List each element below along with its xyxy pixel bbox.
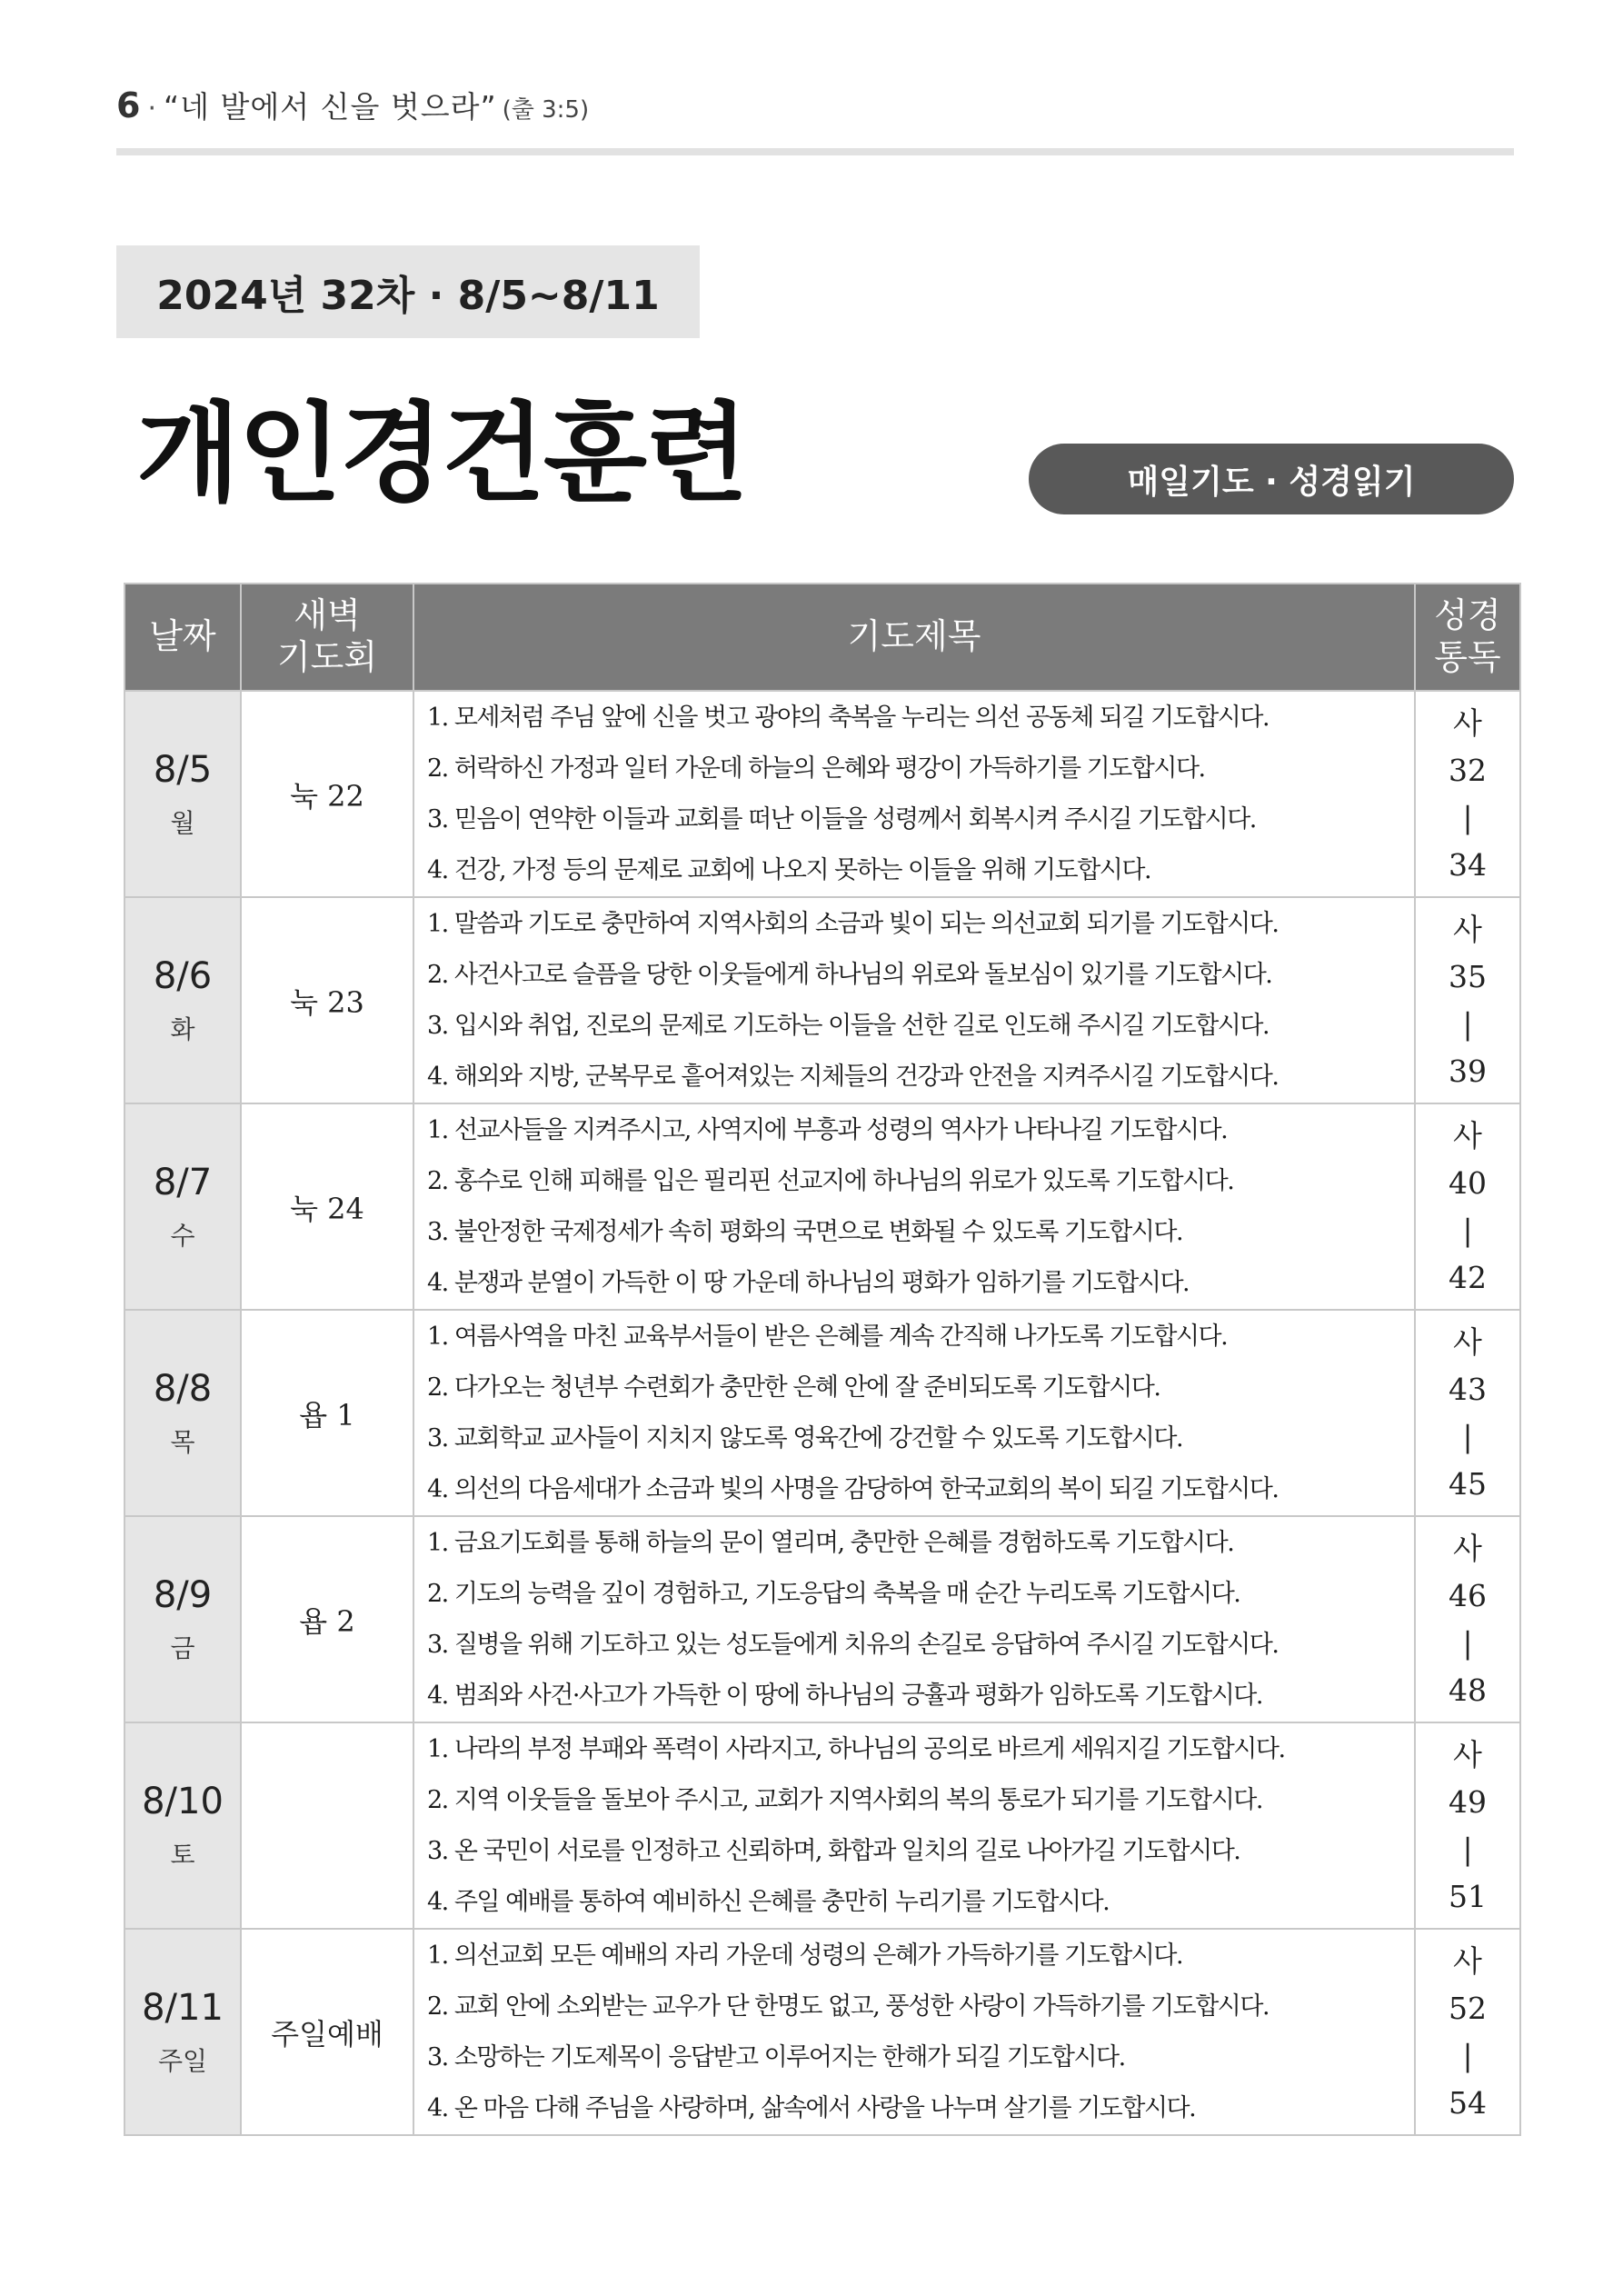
reading-from: 43 xyxy=(1449,1371,1487,1407)
date-cell xyxy=(124,1516,241,1722)
table-header-row xyxy=(124,584,1520,691)
reading-dash: | xyxy=(1462,1418,1473,1454)
early-prayer-cell xyxy=(241,1722,413,1929)
table-row xyxy=(124,897,1520,1103)
prayer-item: 2. 허락하신 가정과 일터 가운데 하늘의 은혜와 평강이 가득하기를 기도합시다. xyxy=(427,754,1205,783)
weekday-label: 금 xyxy=(170,1632,195,1663)
column-header-bible-reading: 성경 통독 xyxy=(1415,584,1520,691)
date-value: 8/9 xyxy=(153,1573,213,1616)
date-cell xyxy=(124,897,241,1103)
table-row xyxy=(124,1929,1520,2135)
reading-dash: | xyxy=(1462,1831,1473,1867)
category-badge: 매일기도 · 성경읽기 xyxy=(1029,444,1514,514)
reading-book: 사 xyxy=(1453,704,1482,741)
column-header-early-prayer: 새벽 기도회 xyxy=(241,584,413,691)
prayer-topics-cell xyxy=(413,1722,1415,1929)
weekday-label: 화 xyxy=(170,1013,195,1044)
reading-to: 54 xyxy=(1449,2084,1487,2121)
prayer-item: 1. 금요기도회를 통해 하늘의 문이 열리며, 충만한 은혜를 경험하도록 기도합시다. xyxy=(427,1528,1234,1557)
prayer-item: 2. 다가오는 청년부 수련회가 충만한 은혜 안에 잘 준비되도록 기도합시다. xyxy=(427,1373,1160,1402)
prayer-item: 2. 홍수로 인해 피해를 입은 필리핀 선교지에 하나님의 위로가 있도록 기도합시다. xyxy=(427,1166,1234,1195)
prayer-item: 2. 사건사고로 슬픔을 당한 이웃들에게 하나님의 위로와 돌보심이 있기를 기도합시다. xyxy=(427,960,1272,989)
prayer-topics-cell xyxy=(413,691,1415,897)
table-row xyxy=(124,1722,1520,1929)
early-prayer-cell: 욥 1 xyxy=(241,1310,413,1516)
reading-to: 39 xyxy=(1449,1053,1487,1089)
reading-from: 32 xyxy=(1449,752,1487,788)
prayer-item: 1. 말씀과 기도로 충만하여 지역사회의 소금과 빛이 되는 의선교회 되기를 기도합시다. xyxy=(427,909,1279,938)
reading-to: 42 xyxy=(1449,1259,1487,1295)
page-number: 6 xyxy=(116,85,141,125)
header-separator: · xyxy=(147,93,156,125)
prayer-item: 3. 온 국민이 서로를 인정하고 신뢰하며, 화합과 일치의 길로 나아가길 기도합시다. xyxy=(427,1836,1240,1865)
reading-from: 49 xyxy=(1449,1783,1487,1820)
date-cell xyxy=(124,691,241,897)
reading-to: 48 xyxy=(1449,1672,1487,1708)
prayer-item: 1. 나라의 부정 부패와 폭력이 사라지고, 하나님의 공의로 바르게 세워지길 기도합시다. xyxy=(427,1734,1285,1763)
prayer-item: 3. 불안정한 국제정세가 속히 평화의 국면으로 변화될 수 있도록 기도합시다. xyxy=(427,1217,1183,1246)
early-prayer-cell: 욥 2 xyxy=(241,1516,413,1722)
reading-dash: | xyxy=(1462,1624,1473,1661)
header-verse: “네 발에서 신을 벗으라” xyxy=(164,89,497,125)
prayer-item: 4. 해외와 지방, 군복무로 흩어져있는 지체들의 건강과 안전을 지켜주시길 기도합시다. xyxy=(427,1062,1279,1091)
reading-to: 51 xyxy=(1449,1878,1487,1914)
table-row xyxy=(124,1103,1520,1310)
reading-from: 40 xyxy=(1449,1164,1487,1201)
early-prayer-cell: 주일예배 xyxy=(241,1929,413,2135)
prayer-item: 2. 기도의 능력을 깊이 경험하고, 기도응답의 축복을 매 순간 누리도록 기도합시다. xyxy=(427,1579,1240,1608)
weekday-label: 주일 xyxy=(157,2045,208,2076)
page-title: 개인경건훈련 xyxy=(136,391,747,516)
early-prayer-cell: 눅 24 xyxy=(241,1103,413,1310)
weekday-label: 목 xyxy=(170,1426,195,1457)
prayer-item: 4. 의선의 다음세대가 소금과 빛의 사명을 감당하여 한국교회의 복이 되길 기도합시다. xyxy=(427,1474,1279,1503)
weekday-label: 수 xyxy=(170,1220,195,1251)
column-header-date: 날짜 xyxy=(124,584,241,691)
prayer-item: 4. 분쟁과 분열이 가득한 이 땅 가운데 하나님의 평화가 임하기를 기도합시다. xyxy=(427,1268,1190,1297)
reading-dash: | xyxy=(1462,799,1473,835)
prayer-item: 1. 의선교회 모든 예배의 자리 가운데 성령의 은혜가 가득하기를 기도합시다. xyxy=(427,1941,1183,1970)
bible-reading-cell xyxy=(1415,1722,1520,1929)
bible-reading-cell xyxy=(1415,1103,1520,1310)
prayer-schedule-table xyxy=(124,583,1521,2136)
prayer-item: 1. 선교사들을 지켜주시고, 사역지에 부흥과 성령의 역사가 나타나길 기도합시다. xyxy=(427,1115,1228,1144)
prayer-item: 3. 믿음이 연약한 이들과 교회를 떠난 이들을 성령께서 회복시켜 주시길 기도합시다. xyxy=(427,804,1256,834)
date-cell xyxy=(124,1310,241,1516)
reading-to: 34 xyxy=(1449,846,1487,883)
prayer-item: 3. 교회학교 교사들이 지치지 않도록 영육간에 강건할 수 있도록 기도합시다. xyxy=(427,1423,1183,1452)
reading-dash: | xyxy=(1462,1212,1473,1248)
column-header-prayer-topics: 기도제목 xyxy=(413,584,1415,691)
reading-dash: | xyxy=(1462,1005,1473,1042)
early-prayer-cell: 눅 22 xyxy=(241,691,413,897)
header-verse-ref: (출 3:5) xyxy=(502,96,590,124)
date-value: 8/11 xyxy=(142,1986,224,2029)
bible-reading-cell xyxy=(1415,1310,1520,1516)
reading-book: 사 xyxy=(1453,911,1482,947)
reading-from: 46 xyxy=(1449,1577,1487,1613)
reading-book: 사 xyxy=(1453,1117,1482,1153)
prayer-item: 1. 모세처럼 주님 앞에 신을 벗고 광야의 축복을 누리는 의선 공동체 되길 기도합시다. xyxy=(427,703,1270,732)
prayer-topics-cell xyxy=(413,1310,1415,1516)
table-row xyxy=(124,1310,1520,1516)
prayer-item: 4. 주일 예배를 통하여 예비하신 은혜를 충만히 누리기를 기도합시다. xyxy=(427,1887,1110,1916)
table-row xyxy=(124,1516,1520,1722)
prayer-item: 3. 입시와 취업, 진로의 문제로 기도하는 이들을 선한 길로 인도해 주시길 기도합시다. xyxy=(427,1011,1270,1040)
weekday-label: 토 xyxy=(170,1839,195,1870)
reading-from: 35 xyxy=(1449,958,1487,994)
reading-book: 사 xyxy=(1453,1530,1482,1566)
prayer-item: 3. 소망하는 기도제목이 응답받고 이루어지는 한해가 되길 기도합시다. xyxy=(427,2042,1125,2071)
prayer-item: 4. 온 마음 다해 주님을 사랑하며, 삶속에서 사랑을 나누며 살기를 기도합시다. xyxy=(427,2093,1196,2122)
table-row xyxy=(124,691,1520,897)
date-value: 8/5 xyxy=(153,748,213,791)
prayer-item: 4. 건강, 가정 등의 문제로 교회에 나오지 못하는 이들을 위해 기도합시다. xyxy=(427,855,1151,884)
reading-to: 45 xyxy=(1449,1465,1487,1502)
reading-book: 사 xyxy=(1453,1942,1482,1979)
prayer-item: 3. 질병을 위해 기도하고 있는 성도들에게 치유의 손길로 응답하여 주시길 기도합시다. xyxy=(427,1630,1279,1659)
reading-dash: | xyxy=(1462,2037,1473,2073)
bible-reading-cell xyxy=(1415,1929,1520,2135)
prayer-topics-cell xyxy=(413,1929,1415,2135)
date-cell xyxy=(124,1103,241,1310)
date-value: 8/7 xyxy=(153,1161,213,1203)
page-header xyxy=(116,84,589,126)
bible-reading-cell xyxy=(1415,897,1520,1103)
prayer-topics-cell xyxy=(413,897,1415,1103)
weekday-label: 월 xyxy=(170,807,195,838)
reading-from: 52 xyxy=(1449,1990,1487,2026)
header-rule xyxy=(116,148,1514,155)
date-cell xyxy=(124,1722,241,1929)
date-cell xyxy=(124,1929,241,2135)
bible-reading-cell xyxy=(1415,1516,1520,1722)
early-prayer-cell: 눅 23 xyxy=(241,897,413,1103)
date-value: 8/10 xyxy=(142,1780,224,1822)
prayer-item: 4. 범죄와 사건·사고가 가득한 이 땅에 하나님의 긍휼과 평화가 임하도록 기도합시다. xyxy=(427,1681,1262,1710)
date-value: 8/8 xyxy=(153,1367,213,1410)
prayer-item: 2. 지역 이웃들을 돌보아 주시고, 교회가 지역사회의 복의 통로가 되기를 기도합시다. xyxy=(427,1785,1262,1814)
date-value: 8/6 xyxy=(153,954,213,997)
prayer-topics-cell xyxy=(413,1103,1415,1310)
reading-book: 사 xyxy=(1453,1736,1482,1772)
prayer-topics-cell xyxy=(413,1516,1415,1722)
bible-reading-cell xyxy=(1415,691,1520,897)
prayer-item: 1. 여름사역을 마친 교육부서들이 받은 은혜를 계속 간직해 나가도록 기도합시다. xyxy=(427,1322,1228,1351)
reading-book: 사 xyxy=(1453,1323,1482,1360)
week-label: 2024년 32차 · 8/5~8/11 xyxy=(116,245,700,338)
prayer-item: 2. 교회 안에 소외받는 교우가 단 한명도 없고, 풍성한 사랑이 가득하기를 기도합시다. xyxy=(427,1992,1270,2021)
